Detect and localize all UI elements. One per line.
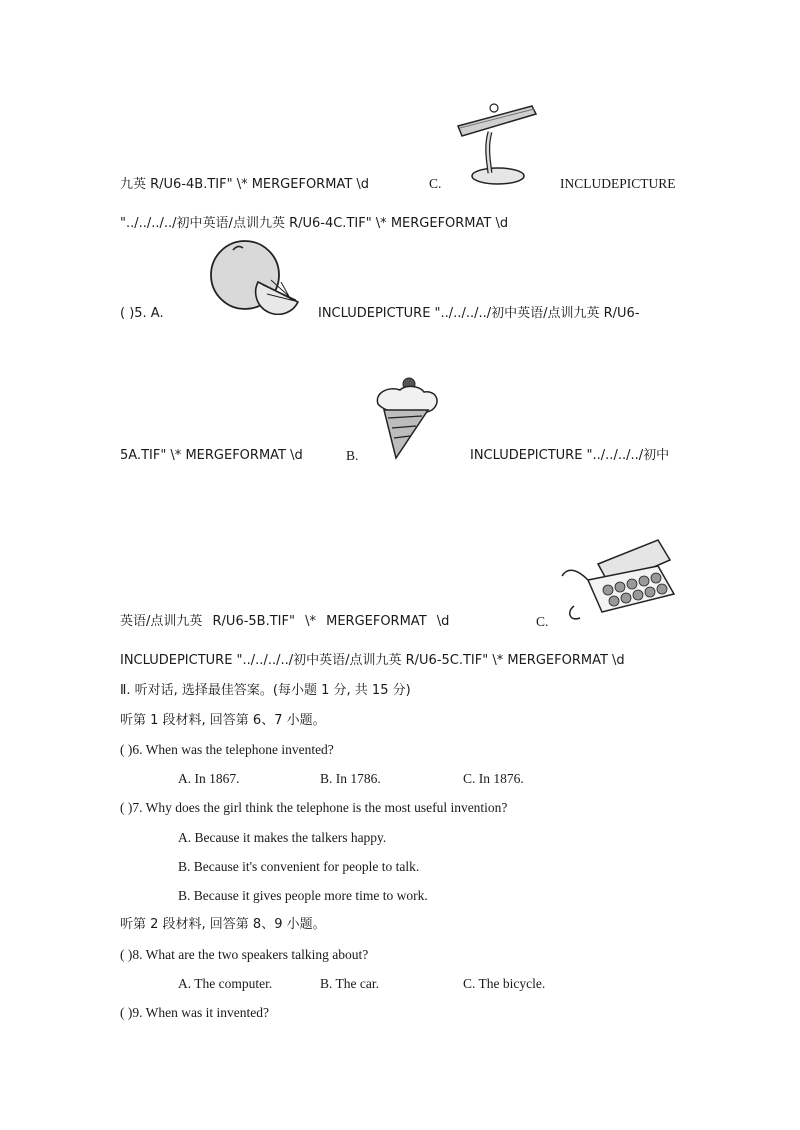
option-label: B. xyxy=(346,448,359,463)
part-instruction: 听第 2 段材料, 回答第 8、9 小题。 xyxy=(120,917,326,932)
option-c: C. The bicycle. xyxy=(463,976,546,991)
orange-icon xyxy=(203,240,303,315)
question-5: ( )5. A. xyxy=(120,306,164,321)
question-9: ( )9. When was it invented? xyxy=(120,1005,269,1020)
option-a: A. In 1867. xyxy=(178,771,240,786)
option-b: B. Because it's convenient for people to talk. xyxy=(178,859,420,874)
text-line: 5A.TIF" \* MERGEFORMAT \d xyxy=(120,448,303,463)
option-a: A. Because it makes the talkers happy. xyxy=(178,830,387,845)
text-line: 九英 R/U6-4B.TIF" \* MERGEFORMAT \d xyxy=(120,177,370,192)
option-label: C. xyxy=(536,614,549,629)
text-line: 英语/点训九英 R/U6-5B.TIF" \* MERGEFORMAT \d xyxy=(120,614,450,629)
text-line: INCLUDEPICTURE "../../../../初中英语/点训九英 R/U6- xyxy=(318,306,640,321)
option-c: B. Because it gives people more time to work. xyxy=(178,888,428,903)
ice-cream-cone-icon xyxy=(370,376,445,461)
question-6: ( )6. When was the telephone invented? xyxy=(120,742,334,757)
question-8: ( )8. What are the two speakers talking about? xyxy=(120,947,369,962)
option-a: A. The computer. xyxy=(178,976,273,991)
text-line: "../../../../初中英语/点训九英 R/U6-4C.TIF" \* MERGEFORMAT \d xyxy=(120,216,509,231)
section-heading: Ⅱ. 听对话, 选择最佳答案。(每小题 1 分, 共 15 分) xyxy=(120,683,411,698)
option-b: B. The car. xyxy=(320,976,379,991)
option-b: B. In 1786. xyxy=(320,771,381,786)
chocolate-box-icon xyxy=(558,536,678,626)
option-c: C. In 1876. xyxy=(463,771,524,786)
question-7: ( )7. Why does the girl think the telephone is the most useful invention? xyxy=(120,800,508,815)
text-line: INCLUDEPICTURE "../../../../初中英语/点训九英 R/U6-5C.TIF" \* MERGEFORMAT \d xyxy=(120,653,625,668)
part-instruction: 听第 1 段材料, 回答第 6、7 小题。 xyxy=(120,713,326,728)
text-line: INCLUDEPICTURE "../../../../初中 xyxy=(470,448,670,463)
option-label: C. xyxy=(429,176,442,191)
text-line: INCLUDEPICTURE xyxy=(560,176,676,191)
desk-lamp-icon xyxy=(450,98,545,188)
